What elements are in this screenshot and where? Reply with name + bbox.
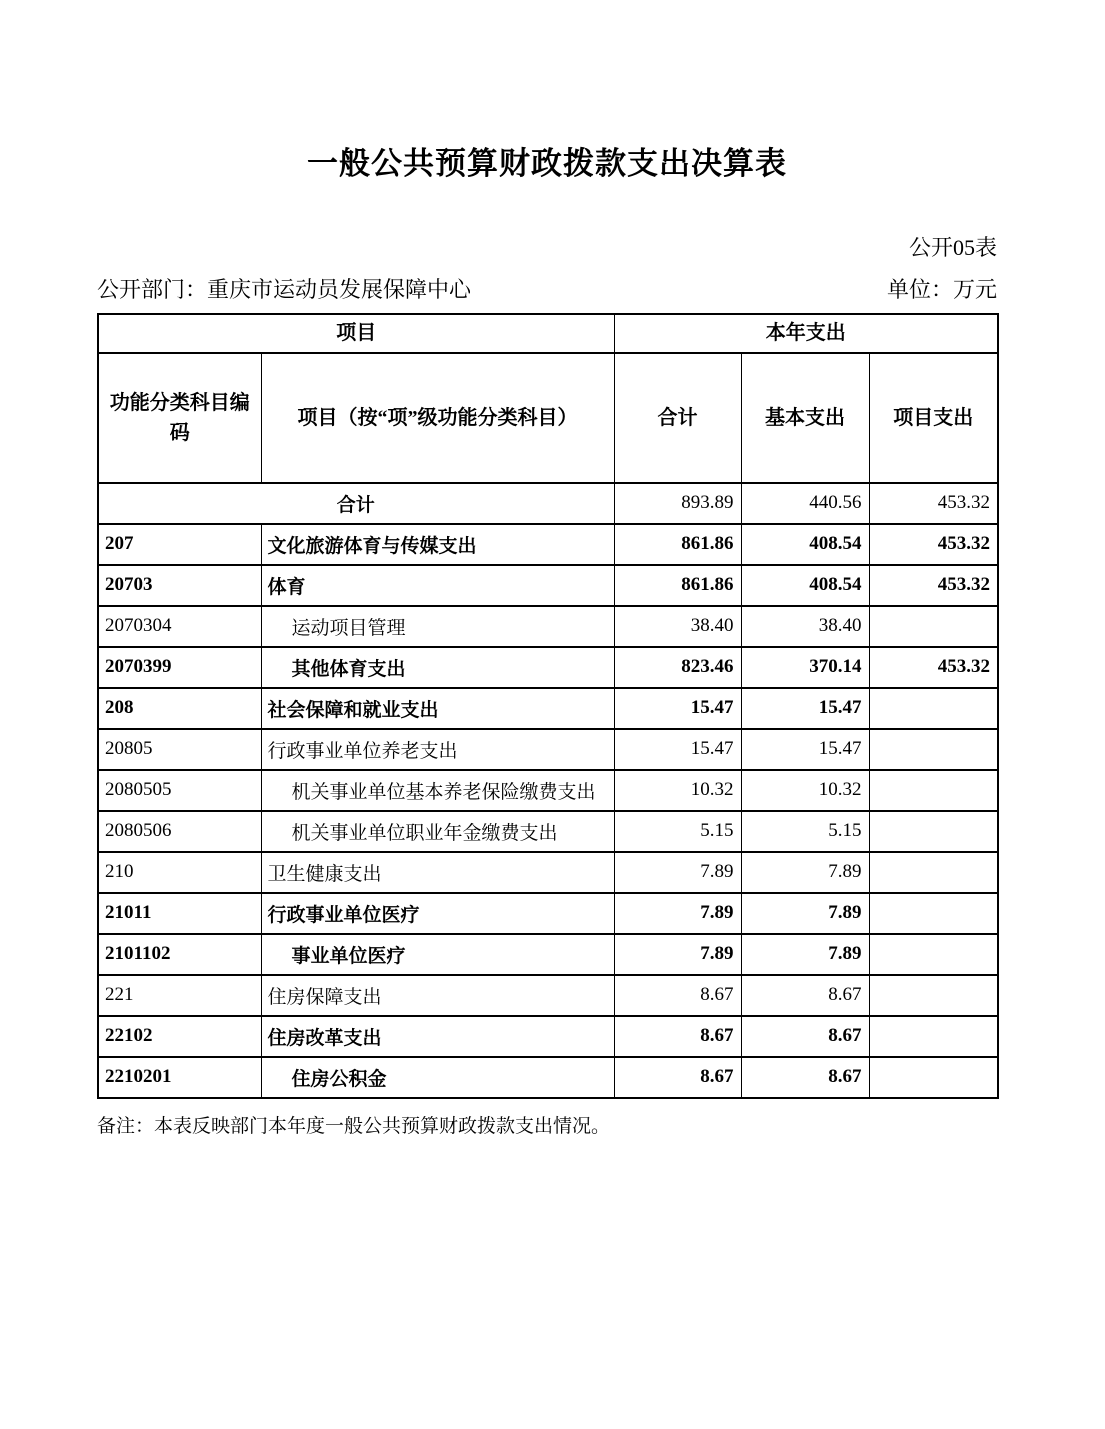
table-row [98, 729, 998, 770]
cell-amount-basic: 8.67 [741, 1057, 869, 1098]
page-title: 一般公共预算财政拨款支出决算表 [307, 146, 787, 181]
cell-amount-project [869, 688, 998, 729]
cell-item-name: 卫生健康支出 [261, 852, 614, 893]
table-row [98, 770, 998, 811]
cell-function-code: 207 [98, 524, 261, 565]
table-row [98, 565, 998, 606]
header-col-item: 项目（按“项”级功能分类科目） [261, 353, 614, 483]
cell-amount-project [869, 729, 998, 770]
cell-amount-total: 8.67 [614, 975, 741, 1016]
cell-item-name: 住房保障支出 [261, 975, 614, 1016]
cell-item-name: 住房公积金 [261, 1057, 614, 1098]
header-col-code: 功能分类科目编码 [98, 353, 261, 483]
cell-amount-project [869, 1057, 998, 1098]
header-col-basic: 基本支出 [741, 353, 869, 483]
cell-amount-project: 453.32 [869, 647, 998, 688]
table-row [98, 852, 998, 893]
cell-item-name: 运动项目管理 [261, 606, 614, 647]
cell-function-code: 21011 [98, 893, 261, 934]
table-row [98, 524, 998, 565]
cell-item-name: 机关事业单位职业年金缴费支出 [261, 811, 614, 852]
cell-item-name: 体育 [261, 565, 614, 606]
cell-amount-project: 453.32 [869, 565, 998, 606]
cell-amount-project [869, 852, 998, 893]
cell-function-code: 2080505 [98, 770, 261, 811]
header-group-current-year: 本年支出 [614, 314, 998, 353]
cell-item-name: 行政事业单位医疗 [261, 893, 614, 934]
cell-amount-basic: 408.54 [741, 524, 869, 565]
table-row [98, 483, 998, 524]
cell-amount-basic: 8.67 [741, 1016, 869, 1057]
cell-amount-total: 8.67 [614, 1057, 741, 1098]
cell-amount-basic: 10.32 [741, 770, 869, 811]
cell-amount-total: 7.89 [614, 852, 741, 893]
cell-amount-project [869, 770, 998, 811]
cell-amount-project [869, 606, 998, 647]
cell-item-name: 事业单位医疗 [261, 934, 614, 975]
table-row [98, 1016, 998, 1057]
header-group-row [98, 314, 998, 353]
cell-amount-basic: 38.40 [741, 606, 869, 647]
cell-amount-project: 453.32 [869, 483, 998, 524]
table-row [98, 975, 998, 1016]
cell-function-code: 20703 [98, 565, 261, 606]
cell-amount-basic: 370.14 [741, 647, 869, 688]
cell-item-name: 行政事业单位养老支出 [261, 729, 614, 770]
cell-amount-project [869, 934, 998, 975]
cell-amount-basic: 440.56 [741, 483, 869, 524]
cell-function-code: 208 [98, 688, 261, 729]
cell-amount-total: 893.89 [614, 483, 741, 524]
cell-function-code: 2210201 [98, 1057, 261, 1098]
cell-function-code: 2070399 [98, 647, 261, 688]
cell-item-name: 其他体育支出 [261, 647, 614, 688]
cell-function-code: 2070304 [98, 606, 261, 647]
cell-amount-total: 38.40 [614, 606, 741, 647]
table-row [98, 811, 998, 852]
table-row [98, 1057, 998, 1098]
cell-amount-basic: 7.89 [741, 934, 869, 975]
note-text: 备注：本表反映部门本年度一般公共预算财政拨款支出情况。 [97, 1115, 611, 1137]
cell-amount-total: 861.86 [614, 565, 741, 606]
cell-function-code: 22102 [98, 1016, 261, 1057]
department-label: 公开部门：重庆市运动员发展保障中心 [97, 277, 472, 303]
cell-item-name: 住房改革支出 [261, 1016, 614, 1057]
cell-amount-basic: 5.15 [741, 811, 869, 852]
header-col-project: 项目支出 [869, 353, 998, 483]
cell-item-name: 文化旅游体育与传媒支出 [261, 524, 614, 565]
cell-amount-project: 453.32 [869, 524, 998, 565]
cell-function-code: 210 [98, 852, 261, 893]
cell-amount-project [869, 811, 998, 852]
cell-amount-total: 5.15 [614, 811, 741, 852]
cell-amount-project [869, 893, 998, 934]
table-row [98, 688, 998, 729]
cell-item-name: 社会保障和就业支出 [261, 688, 614, 729]
meta-row [97, 277, 997, 303]
cell-amount-basic: 408.54 [741, 565, 869, 606]
table-row [98, 934, 998, 975]
cell-amount-project [869, 975, 998, 1016]
budget-table [97, 313, 999, 1099]
form-number-label: 公开05表 [908, 235, 997, 260]
cell-amount-total: 823.46 [614, 647, 741, 688]
cell-amount-basic: 15.47 [741, 729, 869, 770]
header-group-project: 项目 [98, 314, 614, 353]
table-row [98, 606, 998, 647]
document-page [97, 0, 997, 1139]
cell-amount-total: 15.47 [614, 688, 741, 729]
cell-amount-basic: 8.67 [741, 975, 869, 1016]
table-row [98, 647, 998, 688]
cell-amount-basic: 7.89 [741, 893, 869, 934]
cell-amount-total: 8.67 [614, 1016, 741, 1057]
cell-function-code: 20805 [98, 729, 261, 770]
cell-amount-basic: 7.89 [741, 852, 869, 893]
cell-amount-total: 861.86 [614, 524, 741, 565]
table-header [98, 314, 998, 483]
cell-function-code: 221 [98, 975, 261, 1016]
header-columns-row [98, 353, 998, 483]
cell-amount-total: 7.89 [614, 934, 741, 975]
cell-amount-total: 7.89 [614, 893, 741, 934]
unit-label: 单位：万元 [886, 277, 997, 303]
header-col-total: 合计 [614, 353, 741, 483]
cell-amount-total: 10.32 [614, 770, 741, 811]
cell-amount-total: 15.47 [614, 729, 741, 770]
cell-amount-basic: 15.47 [741, 688, 869, 729]
cell-amount-project [869, 1016, 998, 1057]
cell-function-code: 2101102 [98, 934, 261, 975]
cell-item-name: 机关事业单位基本养老保险缴费支出 [261, 770, 614, 811]
table-row [98, 893, 998, 934]
cell-function-code: 2080506 [98, 811, 261, 852]
table-body [98, 483, 998, 1098]
cell-item-total-label: 合计 [98, 483, 614, 524]
